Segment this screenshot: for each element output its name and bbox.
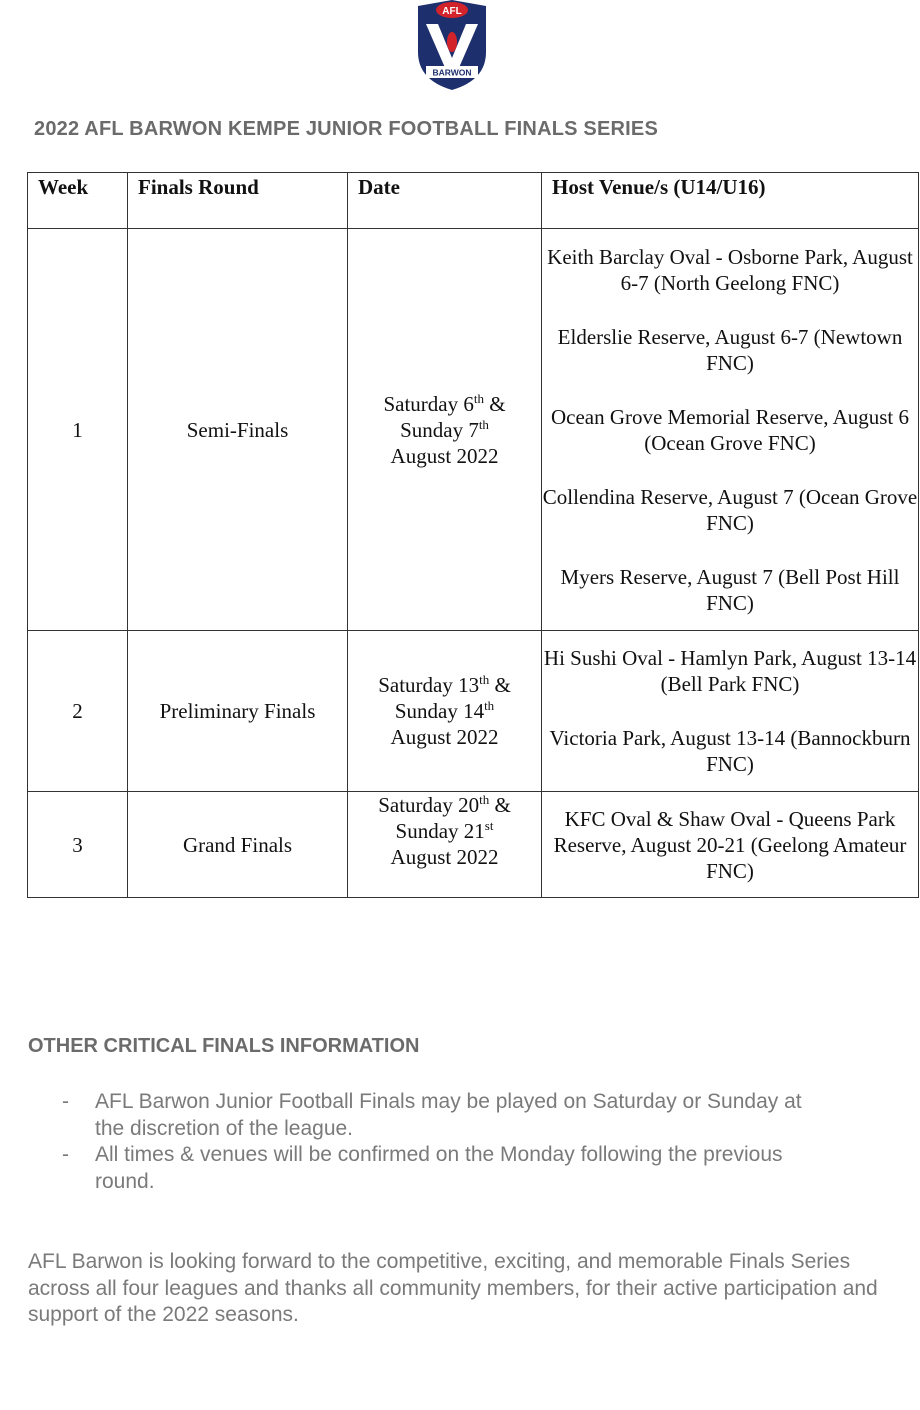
venue-entry: Myers Reserve, August 7 (Bell Post Hill FNC)	[560, 564, 900, 615]
date-day2: Sunday 7	[400, 417, 479, 442]
date-sup2: th	[484, 698, 495, 713]
date-day1: Saturday 20	[378, 793, 480, 817]
venues-cell	[542, 631, 919, 792]
round-cell: Semi-Finals	[128, 229, 348, 631]
table-row	[28, 229, 919, 631]
header-host-venues: Host Venue/s (U14/U16)	[542, 173, 919, 229]
closing-paragraph: AFL Barwon is looking forward to the competitive, exciting, and memorable Finals Series across all four leagues and thanks all community members, for their active participation and support of the 2022 seasons.	[28, 1250, 878, 1326]
date-month: August 2022	[390, 443, 499, 468]
venue-entry: KFC Oval & Shaw Oval - Queens Park Reserve, August 20-21 (Geelong Amateur FNC)	[553, 806, 907, 883]
round-cell: Grand Finals	[128, 792, 348, 898]
table-row	[28, 792, 919, 898]
week-cell: 2	[28, 631, 128, 792]
list-item	[62, 1142, 822, 1195]
venue-entry: Victoria Park, August 13-14 (Bannockburn FNC)	[549, 726, 911, 776]
list-item	[62, 1089, 822, 1142]
date-cell: Saturday 20th & Sunday 21st August 2022	[348, 792, 542, 898]
week-cell: 1	[28, 229, 128, 631]
venue-entry: Elderslie Reserve, August 6-7 (Newtown FNC)	[557, 324, 903, 375]
header-date: Date	[348, 173, 542, 229]
other-info-heading: OTHER CRITICAL FINALS INFORMATION	[28, 1035, 420, 1057]
list-item-text: All times & venues will be confirmed on the Monday following the previous round.	[95, 1143, 783, 1193]
date-sup1: th	[479, 792, 490, 807]
date-sup2: th	[478, 416, 489, 432]
list-item-text: AFL Barwon Junior Football Finals may be played on Saturday or Sunday at the discretion of the league.	[95, 1090, 802, 1140]
football-icon	[447, 32, 457, 52]
round-cell: Preliminary Finals	[128, 631, 348, 792]
date-day2: Sunday 14	[394, 699, 485, 723]
logo-afl-text: AFL	[442, 6, 462, 17]
venues-cell	[542, 792, 919, 898]
date-month: August 2022	[390, 845, 499, 869]
venue-entry: Collendina Reserve, August 7 (Ocean Grove FNC)	[542, 484, 918, 535]
date-sup2: st	[484, 818, 494, 833]
date-cell: Saturday 6th & Sunday 7th August 2022	[348, 229, 542, 631]
venue-entry: Ocean Grove Memorial Reserve, August 6 (Ocean Grove FNC)	[550, 404, 910, 455]
date-month: August 2022	[390, 725, 499, 749]
afl-barwon-logo	[414, 0, 490, 92]
date-sup1: th	[473, 390, 484, 406]
logo-barwon-text: BARWON	[432, 67, 472, 78]
venue-entry: Hi Sushi Oval - Hamlyn Park, August 13-14 (Bell Park FNC)	[543, 646, 917, 696]
venue-entry: Keith Barclay Oval - Osborne Park, August 6-7 (North Geelong FNC)	[547, 244, 913, 295]
dash-bullet: -	[62, 1090, 69, 1113]
table-row	[28, 631, 919, 792]
other-info-list	[62, 1089, 822, 1195]
header-week: Week	[28, 173, 128, 229]
date-day2: Sunday 21	[395, 819, 485, 843]
date-day1: Saturday 13	[378, 673, 480, 697]
finals-table	[27, 172, 919, 898]
date-day1: Saturday 6	[383, 391, 474, 416]
table-header-row	[28, 173, 919, 229]
dash-bullet: -	[62, 1143, 69, 1166]
date-sup1: th	[479, 672, 490, 687]
date-cell: Saturday 13th & Sunday 14th August 2022	[348, 631, 542, 792]
header-finals-round: Finals Round	[128, 173, 348, 229]
venues-cell	[542, 229, 919, 631]
document-title: 2022 AFL BARWON KEMPE JUNIOR FOOTBALL FINALS SERIES	[34, 118, 658, 140]
week-cell: 3	[28, 792, 128, 898]
